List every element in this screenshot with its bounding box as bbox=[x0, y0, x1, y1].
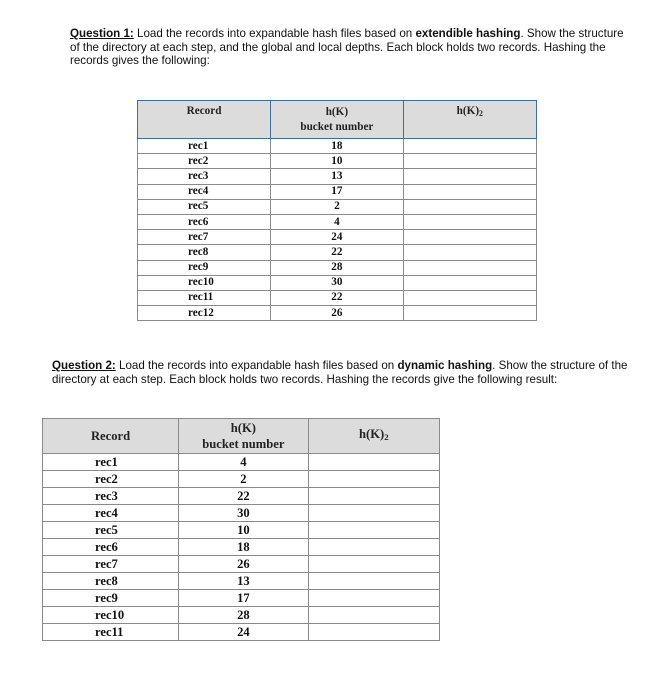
binary-cell bbox=[308, 573, 439, 590]
question-1-text-before: Load the records into expandable hash files based on bbox=[133, 27, 416, 40]
table-1-body bbox=[138, 139, 537, 321]
record-cell: rec12 bbox=[138, 306, 271, 321]
record-cell: rec11 bbox=[138, 290, 271, 305]
bucket-number-cell: 4 bbox=[179, 454, 309, 471]
record-cell: rec10 bbox=[43, 607, 179, 624]
record-cell: rec6 bbox=[138, 214, 271, 229]
table-row bbox=[43, 624, 440, 641]
record-column-header: Record bbox=[43, 419, 179, 454]
record-cell: rec9 bbox=[43, 590, 179, 607]
binary-cell bbox=[308, 624, 439, 641]
bucket-number-cell: 18 bbox=[179, 539, 309, 556]
table-row bbox=[138, 260, 537, 275]
table-row bbox=[138, 290, 537, 305]
table-row bbox=[43, 505, 440, 522]
table-row bbox=[138, 184, 537, 199]
table-row bbox=[138, 214, 537, 229]
record-cell: rec1 bbox=[43, 454, 179, 471]
hk2-subscript: 2 bbox=[384, 432, 389, 443]
binary-cell bbox=[403, 260, 536, 275]
question-2-text-after: . Show the structure of the directory at each step. Each block holds two records. Hashing the records give the following result: bbox=[52, 359, 628, 386]
table-row bbox=[138, 154, 537, 169]
bucket-number-cell: 2 bbox=[179, 471, 309, 488]
record-cell: rec9 bbox=[138, 260, 271, 275]
record-cell: rec6 bbox=[43, 539, 179, 556]
table-2-body bbox=[43, 454, 440, 641]
bucket-number-cell: 26 bbox=[271, 306, 404, 321]
binary-cell bbox=[403, 275, 536, 290]
bucket-number-cell: 24 bbox=[271, 230, 404, 245]
table-row bbox=[43, 471, 440, 488]
record-cell: rec5 bbox=[43, 522, 179, 539]
hk2-base-label: h(K) bbox=[456, 105, 480, 117]
table-row bbox=[138, 169, 537, 184]
table-row bbox=[43, 539, 440, 556]
record-cell: rec3 bbox=[43, 488, 179, 505]
binary-cell bbox=[308, 488, 439, 505]
question-2-text-before: Load the records into expandable hash files based on bbox=[115, 359, 398, 372]
record-cell: rec8 bbox=[138, 245, 271, 260]
record-cell: rec4 bbox=[138, 184, 271, 199]
hk2-base-label: h(K) bbox=[359, 427, 385, 442]
binary-cell bbox=[403, 290, 536, 305]
binary-cell bbox=[308, 556, 439, 573]
binary-cell bbox=[308, 590, 439, 607]
binary-cell bbox=[403, 184, 536, 199]
table-row bbox=[138, 306, 537, 321]
record-cell: rec11 bbox=[43, 624, 179, 641]
table-header-row bbox=[138, 101, 537, 139]
bucket-number-cell: 30 bbox=[179, 505, 309, 522]
bucket-number-cell: 28 bbox=[271, 260, 404, 275]
bucket-number-cell: 10 bbox=[271, 154, 404, 169]
hk-label: h(K) bbox=[230, 421, 256, 435]
bucket-number-label: bucket number bbox=[202, 437, 285, 451]
record-cell: rec7 bbox=[43, 556, 179, 573]
bucket-number-cell: 22 bbox=[271, 245, 404, 260]
table-row bbox=[138, 245, 537, 260]
binary-cell bbox=[403, 139, 536, 154]
binary-cell bbox=[308, 522, 439, 539]
table-row bbox=[138, 199, 537, 214]
binary-cell bbox=[403, 306, 536, 321]
binary-cell bbox=[308, 505, 439, 522]
table-row bbox=[43, 590, 440, 607]
bucket-number-cell: 13 bbox=[271, 169, 404, 184]
bucket-number-cell: 18 bbox=[271, 139, 404, 154]
question-1-title: Question 1: bbox=[70, 27, 134, 40]
bucket-number-cell: 26 bbox=[179, 556, 309, 573]
binary-cell bbox=[308, 607, 439, 624]
bucket-number-cell: 22 bbox=[179, 488, 309, 505]
bucket-number-cell: 30 bbox=[271, 275, 404, 290]
question-1-bold-term: extendible hashing bbox=[415, 27, 521, 40]
table-header-row bbox=[43, 419, 440, 454]
record-cell: rec7 bbox=[138, 230, 271, 245]
record-cell: rec2 bbox=[138, 154, 271, 169]
binary-cell bbox=[403, 214, 536, 229]
bucket-number-cell: 24 bbox=[179, 624, 309, 641]
binary-cell bbox=[403, 245, 536, 260]
question-1-paragraph bbox=[70, 27, 625, 68]
table-row bbox=[43, 573, 440, 590]
bucket-number-cell: 28 bbox=[179, 607, 309, 624]
bucket-number-column-header bbox=[271, 101, 404, 139]
bucket-number-cell: 17 bbox=[179, 590, 309, 607]
record-column-header: Record bbox=[138, 101, 271, 139]
binary-column-header bbox=[403, 101, 536, 139]
bucket-number-cell: 10 bbox=[179, 522, 309, 539]
bucket-number-cell: 22 bbox=[271, 290, 404, 305]
table-row bbox=[43, 556, 440, 573]
question-1-text-after: . Show the structure of the directory at each step, and the global and local depths. Each block holds two records. Hashing the records gives the following: bbox=[70, 27, 624, 68]
table-row bbox=[43, 607, 440, 624]
table-row bbox=[138, 139, 537, 154]
binary-cell bbox=[403, 169, 536, 184]
bucket-number-cell: 2 bbox=[271, 199, 404, 214]
question-2-paragraph bbox=[52, 359, 632, 386]
record-cell: rec3 bbox=[138, 169, 271, 184]
hk2-subscript: 2 bbox=[479, 108, 483, 118]
bucket-number-cell: 13 bbox=[179, 573, 309, 590]
binary-column-header bbox=[308, 419, 439, 454]
dynamic-hashing-table bbox=[42, 418, 440, 641]
binary-cell bbox=[403, 154, 536, 169]
record-cell: rec10 bbox=[138, 275, 271, 290]
record-cell: rec5 bbox=[138, 199, 271, 214]
bucket-number-column-header bbox=[179, 419, 309, 454]
binary-cell bbox=[308, 471, 439, 488]
table-row bbox=[43, 488, 440, 505]
record-cell: rec4 bbox=[43, 505, 179, 522]
binary-cell bbox=[403, 199, 536, 214]
record-cell: rec2 bbox=[43, 471, 179, 488]
record-cell: rec1 bbox=[138, 139, 271, 154]
bucket-number-cell: 17 bbox=[271, 184, 404, 199]
question-2-bold-term: dynamic hashing bbox=[397, 359, 493, 372]
extendible-hashing-table bbox=[137, 100, 537, 321]
bucket-number-label: bucket number bbox=[300, 120, 374, 133]
binary-cell bbox=[308, 539, 439, 556]
binary-cell bbox=[308, 454, 439, 471]
table-row bbox=[43, 454, 440, 471]
question-2-title: Question 2: bbox=[52, 359, 116, 372]
hk-label: h(K) bbox=[325, 105, 349, 118]
table-row bbox=[138, 275, 537, 290]
record-cell: rec8 bbox=[43, 573, 179, 590]
bucket-number-cell: 4 bbox=[271, 214, 404, 229]
binary-cell bbox=[403, 230, 536, 245]
table-row bbox=[138, 230, 537, 245]
table-row bbox=[43, 522, 440, 539]
